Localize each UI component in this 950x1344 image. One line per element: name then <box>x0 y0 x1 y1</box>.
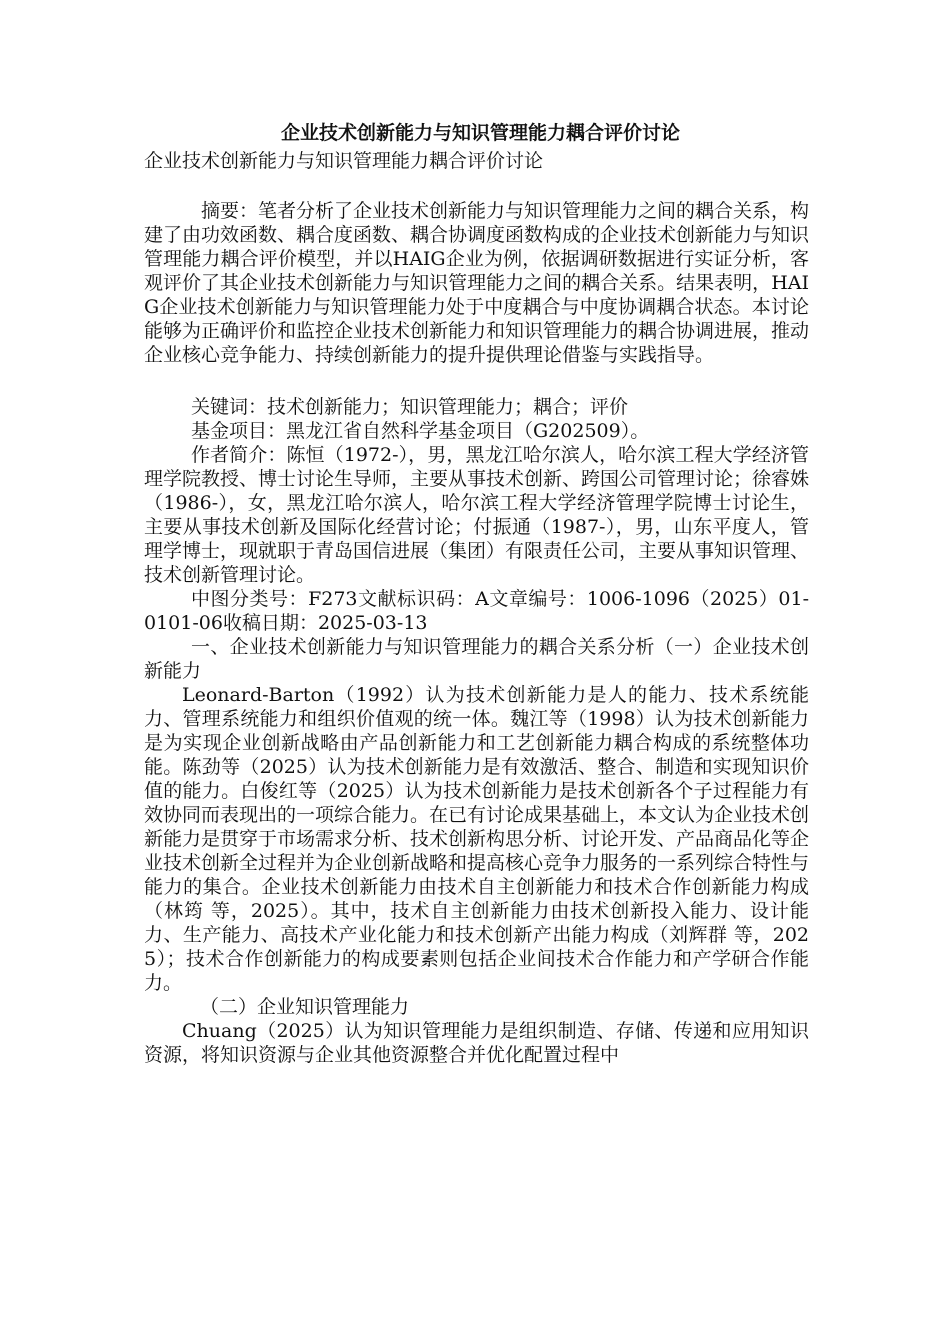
fund-line: 基金项目：黑龙江省自然科学基金项目（G202509）。 <box>191 420 650 442</box>
document-title: 企业技术创新能力与知识管理能力耦合评价讨论 <box>280 122 680 144</box>
keywords-line: 关键词：技术创新能力；知识管理能力；耦合；评价 <box>191 396 629 418</box>
author-bio-paragraph: 作者简介：陈恒（1972-），男，黑龙江哈尔滨人，哈尔滨工程大学经济管理学院教授、博士讨论生导师，主要从事技术创新、跨国公司管理讨论；徐睿姝（1986-），女，黑龙江哈尔滨人，哈尔滨工程大学经济管理学院博士讨论生，主要从事技术创新及国际化经营讨论；付振通（1987-），男，山东平度人，管理学博士，现就职于青岛国信进展（集团）有限责任公司，主要从事知识管理、技术创新管理讨论。 <box>144 444 810 586</box>
spacer <box>144 175 809 199</box>
section-2-paragraph: Chuang（2025）认为知识管理能力是组织制造、存储、传递和应用知识资源，将知识资源与企业其他资源整合并优化配置过程中 <box>144 1020 809 1066</box>
section-2-heading: （二）企业知识管理能力 <box>200 996 410 1018</box>
section-1-heading: 一、企业技术创新能力与知识管理能力的耦合关系分析（一）企业技术创新能力 <box>144 636 809 682</box>
abstract-paragraph: 摘要：笔者分析了企业技术创新能力与知识管理能力之间的耦合关系，构建了由功效函数、耦合度函数、耦合协调度函数构成的企业技术创新能力与知识管理能力耦合评价模型，并以HAIG企业为例，依据调研数据进行实证分析，客观评价了其企业技术创新能力与知识管理能力之间的耦合关系。结果表明，HAIG企业技术创新能力与知识管理能力处于中度耦合与中度协调耦合状态。本讨论能够为正确评价和监控企业技术创新能力和知识管理能力的耦合协调进展，推动企业核心竞争能力、持续创新能力的提升提供理论借鉴与实践指导。 <box>144 200 810 366</box>
section-1-paragraph: Leonard-Barton（1992）认为技术创新能力是人的能力、技术系统能力、管理系统能力和组织价值观的统一体。魏江等（1998）认为技术创新能力是为实现企业创新战略由产品创新能力和工艺创新能力耦合构成的系统整体功能。陈劲等（2025）认为技术创新能力是有效激活、整合、制造和实现知识价值的能力。白俊红等（2025）认为技术创新能力是技术创新各个子过程能力有效协同而表现出的一项综合能力。在已有讨论成果基础上，本文认为企业技术创新能力是贯穿于市场需求分析、技术创新构思分析、讨论开发、产品商品化等企业技术创新全过程并为企业创新战略和提高核心竞争力服务的一系列综合特性与能力的集合。企业技术创新能力由技术自主创新能力和技术合作创新能力构成（林筠 等，2025）。其中，技术自主创新能力由技术创新投入能力、设计能力、生产能力、高技术产业化能力和技术创新产出能力构成（刘辉群 等，2025）；技术合作创新能力的构成要素则包括企业间技术合作能力和产学研合作能力。 <box>144 684 810 994</box>
document-subtitle: 企业技术创新能力与知识管理能力耦合评价讨论 <box>144 150 544 172</box>
spacer <box>144 367 809 395</box>
classification-line: 中图分类号：F273文献标识码：A文章编号：1006-1096（2025）01-0101-06收稿日期：2025-03-13 <box>144 588 809 634</box>
document-page <box>144 118 809 1067</box>
